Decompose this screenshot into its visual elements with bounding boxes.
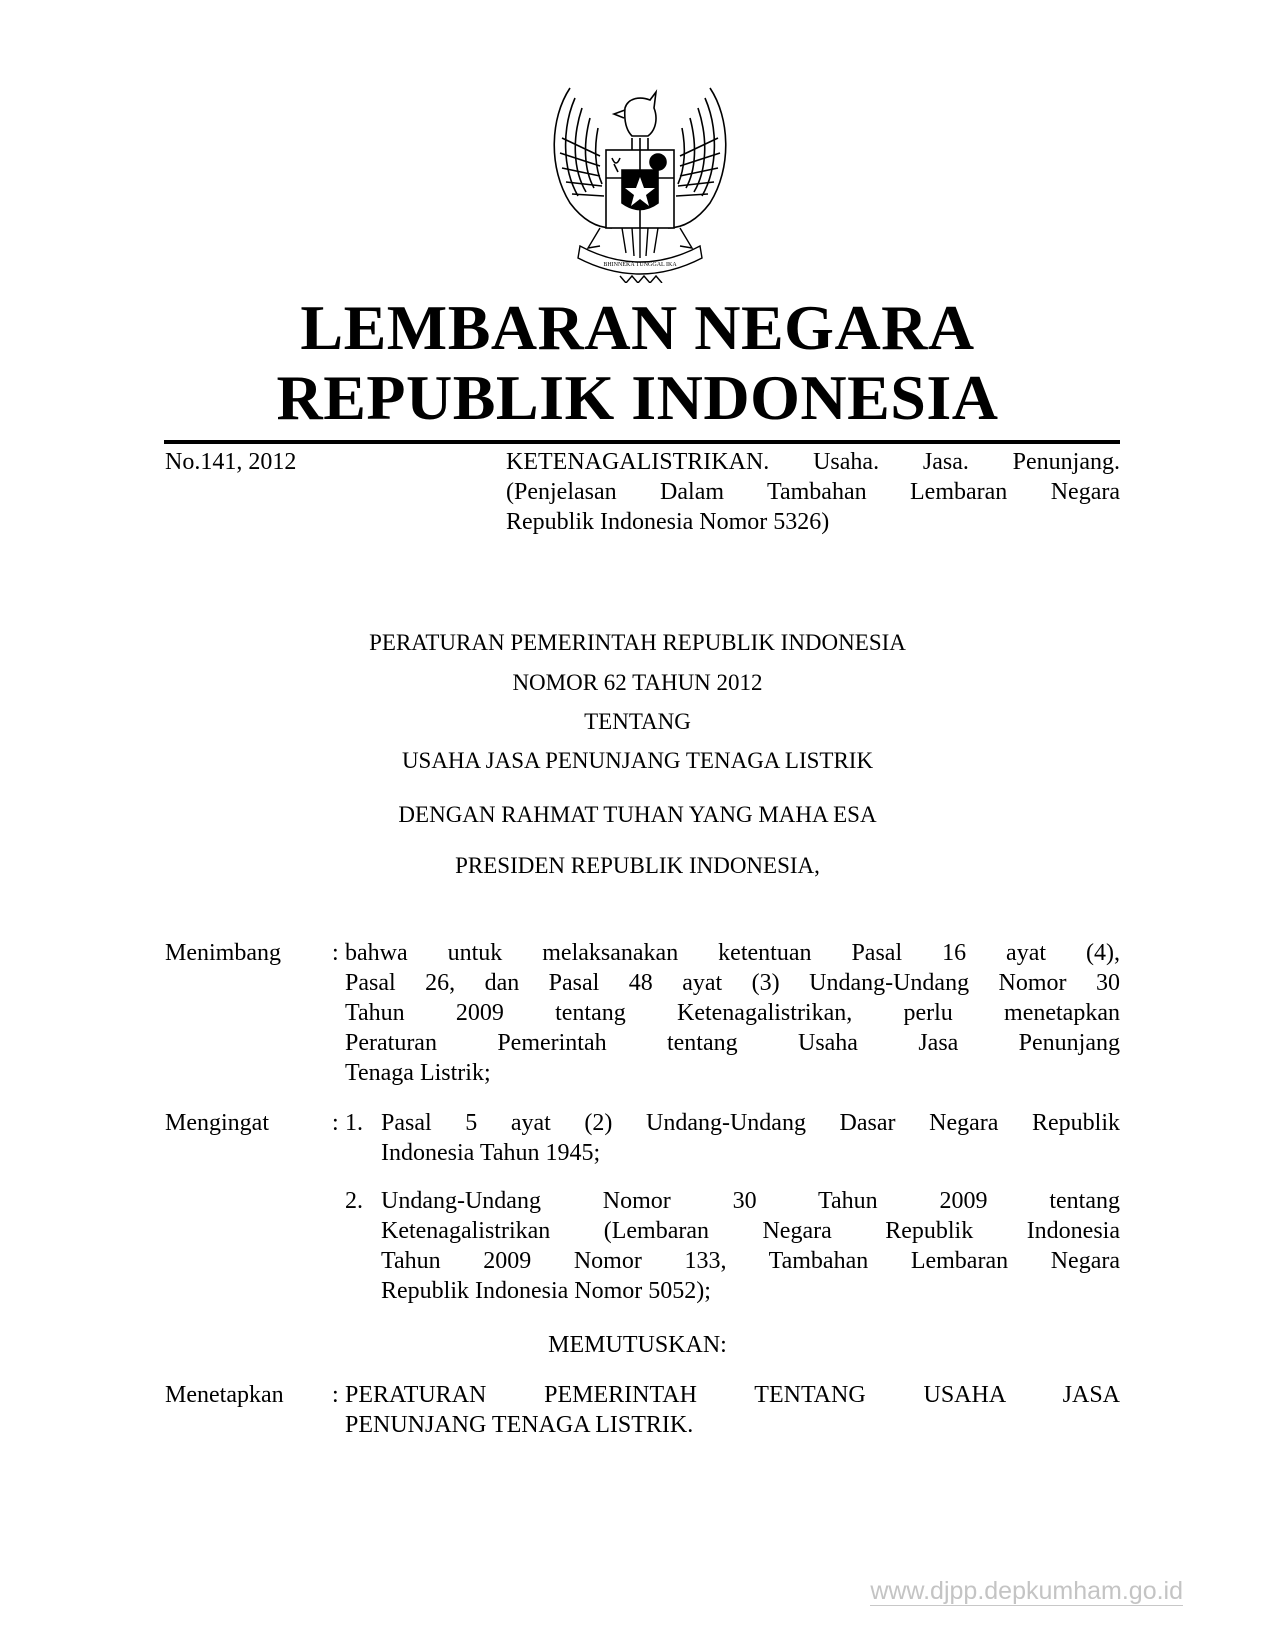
masthead-line-1: LEMBARAN NEGARA [300,292,975,363]
regulation-about: TENTANG [584,709,691,734]
menimbang-label: Menimbang [165,940,281,966]
mengingat-colon: : [332,1110,339,1136]
summary-line: KETENAGALISTRIKAN. Usaha. Jasa. Penunjang. [506,449,1120,475]
source-watermark-link[interactable]: www.djpp.depkumham.go.id [870,1577,1183,1605]
menetapkan-body [345,1380,1120,1440]
gazette-summary [506,447,1120,537]
mengingat-line: Indonesia Tahun 1945; [381,1140,601,1166]
regulation-subject: USAHA JASA PENUNJANG TENAGA LISTRIK [401,748,874,773]
regulation-number: NOMOR 62 TAHUN 2012 [512,670,763,695]
menetapkan-colon: : [332,1382,339,1408]
summary-line: (Penjelasan Dalam Tambahan Lembaran Negara [506,479,1120,505]
invocation: DENGAN RAHMAT TUHAN YANG MAHA ESA [398,802,877,827]
masthead-line-2: REPUBLIK INDONESIA [276,362,999,433]
menimbang-line: Peraturan Pemerintah tentang Usaha Jasa Penunjang [345,1030,1120,1056]
garuda-emblem-icon [540,78,740,283]
mengingat-item-1 [381,1108,1120,1168]
menimbang-line: Tenaga Listrik; [345,1060,491,1086]
memutuskan-heading: MEMUTUSKAN: [548,1332,727,1358]
mengingat-label: Mengingat [165,1110,269,1136]
mengingat-item-2 [381,1186,1120,1306]
svg-text:BHINNEKA TUNGGAL IKA: BHINNEKA TUNGGAL IKA [603,262,677,268]
mengingat-line: Ketenagalistrikan (Lembaran Negara Republik Indonesia [381,1218,1120,1244]
mengingat-line: Undang-Undang Nomor 30 Tahun 2009 tentang [381,1188,1120,1214]
header-rule [164,440,1120,444]
mengingat-item-1-num: 1. [345,1110,363,1136]
regulation-title: PERATURAN PEMERINTAH REPUBLIK INDONESIA [369,630,906,655]
menimbang-colon: : [332,940,339,966]
summary-line: Republik Indonesia Nomor 5326) [506,509,830,535]
menimbang-line: Pasal 26, dan Pasal 48 ayat (3) Undang-Undang Nomor 30 [345,970,1120,996]
mengingat-line: Tahun 2009 Nomor 133, Tambahan Lembaran Negara [381,1248,1120,1274]
menimbang-line: bahwa untuk melaksanakan ketentuan Pasal 16 ayat (4), [345,940,1120,966]
mengingat-line: Republik Indonesia Nomor 5052); [381,1278,711,1304]
mengingat-line: Pasal 5 ayat (2) Undang-Undang Dasar Negara Republik [381,1110,1120,1136]
menetapkan-label: Menetapkan [165,1382,284,1408]
menimbang-body [345,938,1120,1088]
menimbang-line: Tahun 2009 tentang Ketenagalistrikan, perlu menetapkan [345,1000,1120,1026]
president-line: PRESIDEN REPUBLIK INDONESIA, [455,853,820,878]
menetapkan-line: PENUNJANG TENAGA LISTRIK. [345,1412,694,1438]
mengingat-item-2-num: 2. [345,1188,363,1214]
gazette-number: No.141, 2012 [165,449,297,475]
menetapkan-line: PERATURAN PEMERINTAH TENTANG USAHA JASA [345,1382,1120,1408]
